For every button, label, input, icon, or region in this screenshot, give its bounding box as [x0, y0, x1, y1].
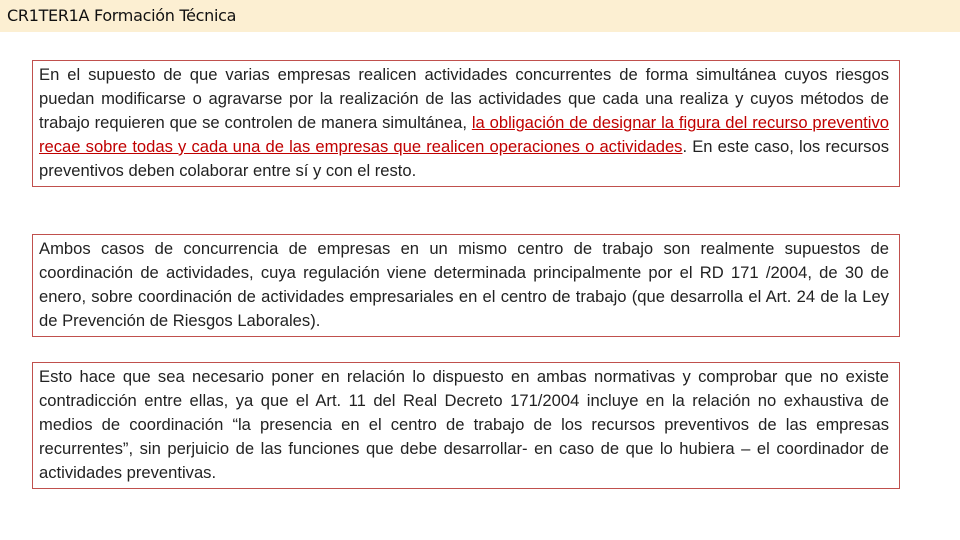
paragraph-3-text: Esto hace que sea necesario poner en relación lo dispuesto en ambas normativas y comprobar que no existe contradicción entre ellas, ya que el Art. 11 del Real Decreto 171/2004 incluye en la relación no exhaustiva de medios de coordinación “la presencia en el centro de trabajo de los recursos preventivos de las empresas recurrentes”, sin perjuicio de las funciones que debe desarrollar- en caso de que lo hubiera – el coordinador de actividades preventivas.: [39, 367, 889, 482]
paragraph-2-text: Ambos casos de concurrencia de empresas en un mismo centro de trabajo son realmente supuestos de coordinación de actividades, cuya regulación viene determinada principalmente por el RD 171 /2004, de 30 de enero, sobre coordinación de actividades empresariales en el centro de trabajo (que desarrolla el Art. 24 de la Ley de Prevención de Riesgos Laborales).: [39, 239, 889, 330]
paragraph-1-text-end: . En este caso, los recursos preventivos deben colaborar entre sí y con el resto.: [39, 137, 889, 180]
paragraph-box-2: [32, 234, 900, 337]
paragraph-1-text: En el supuesto de que varias empresas realicen actividades concurrentes de forma simultánea cuyos riesgos puedan modificarse o agravarse por la realización de las actividades que cada una realiza y cuyos métodos de trabajo requieren que se controlen de manera simultánea,: [39, 65, 889, 132]
header-bar: [0, 0, 960, 32]
header-title: CR1TER1A Formación Técnica: [7, 6, 237, 25]
paragraph-box-3: [32, 362, 900, 489]
paragraph-1-highlight: la obligación de designar la figura del recurso preventivo recae sobre todas y cada una de las empresas que realicen operaciones o actividades: [39, 113, 889, 156]
paragraph-box-1: [32, 60, 900, 187]
